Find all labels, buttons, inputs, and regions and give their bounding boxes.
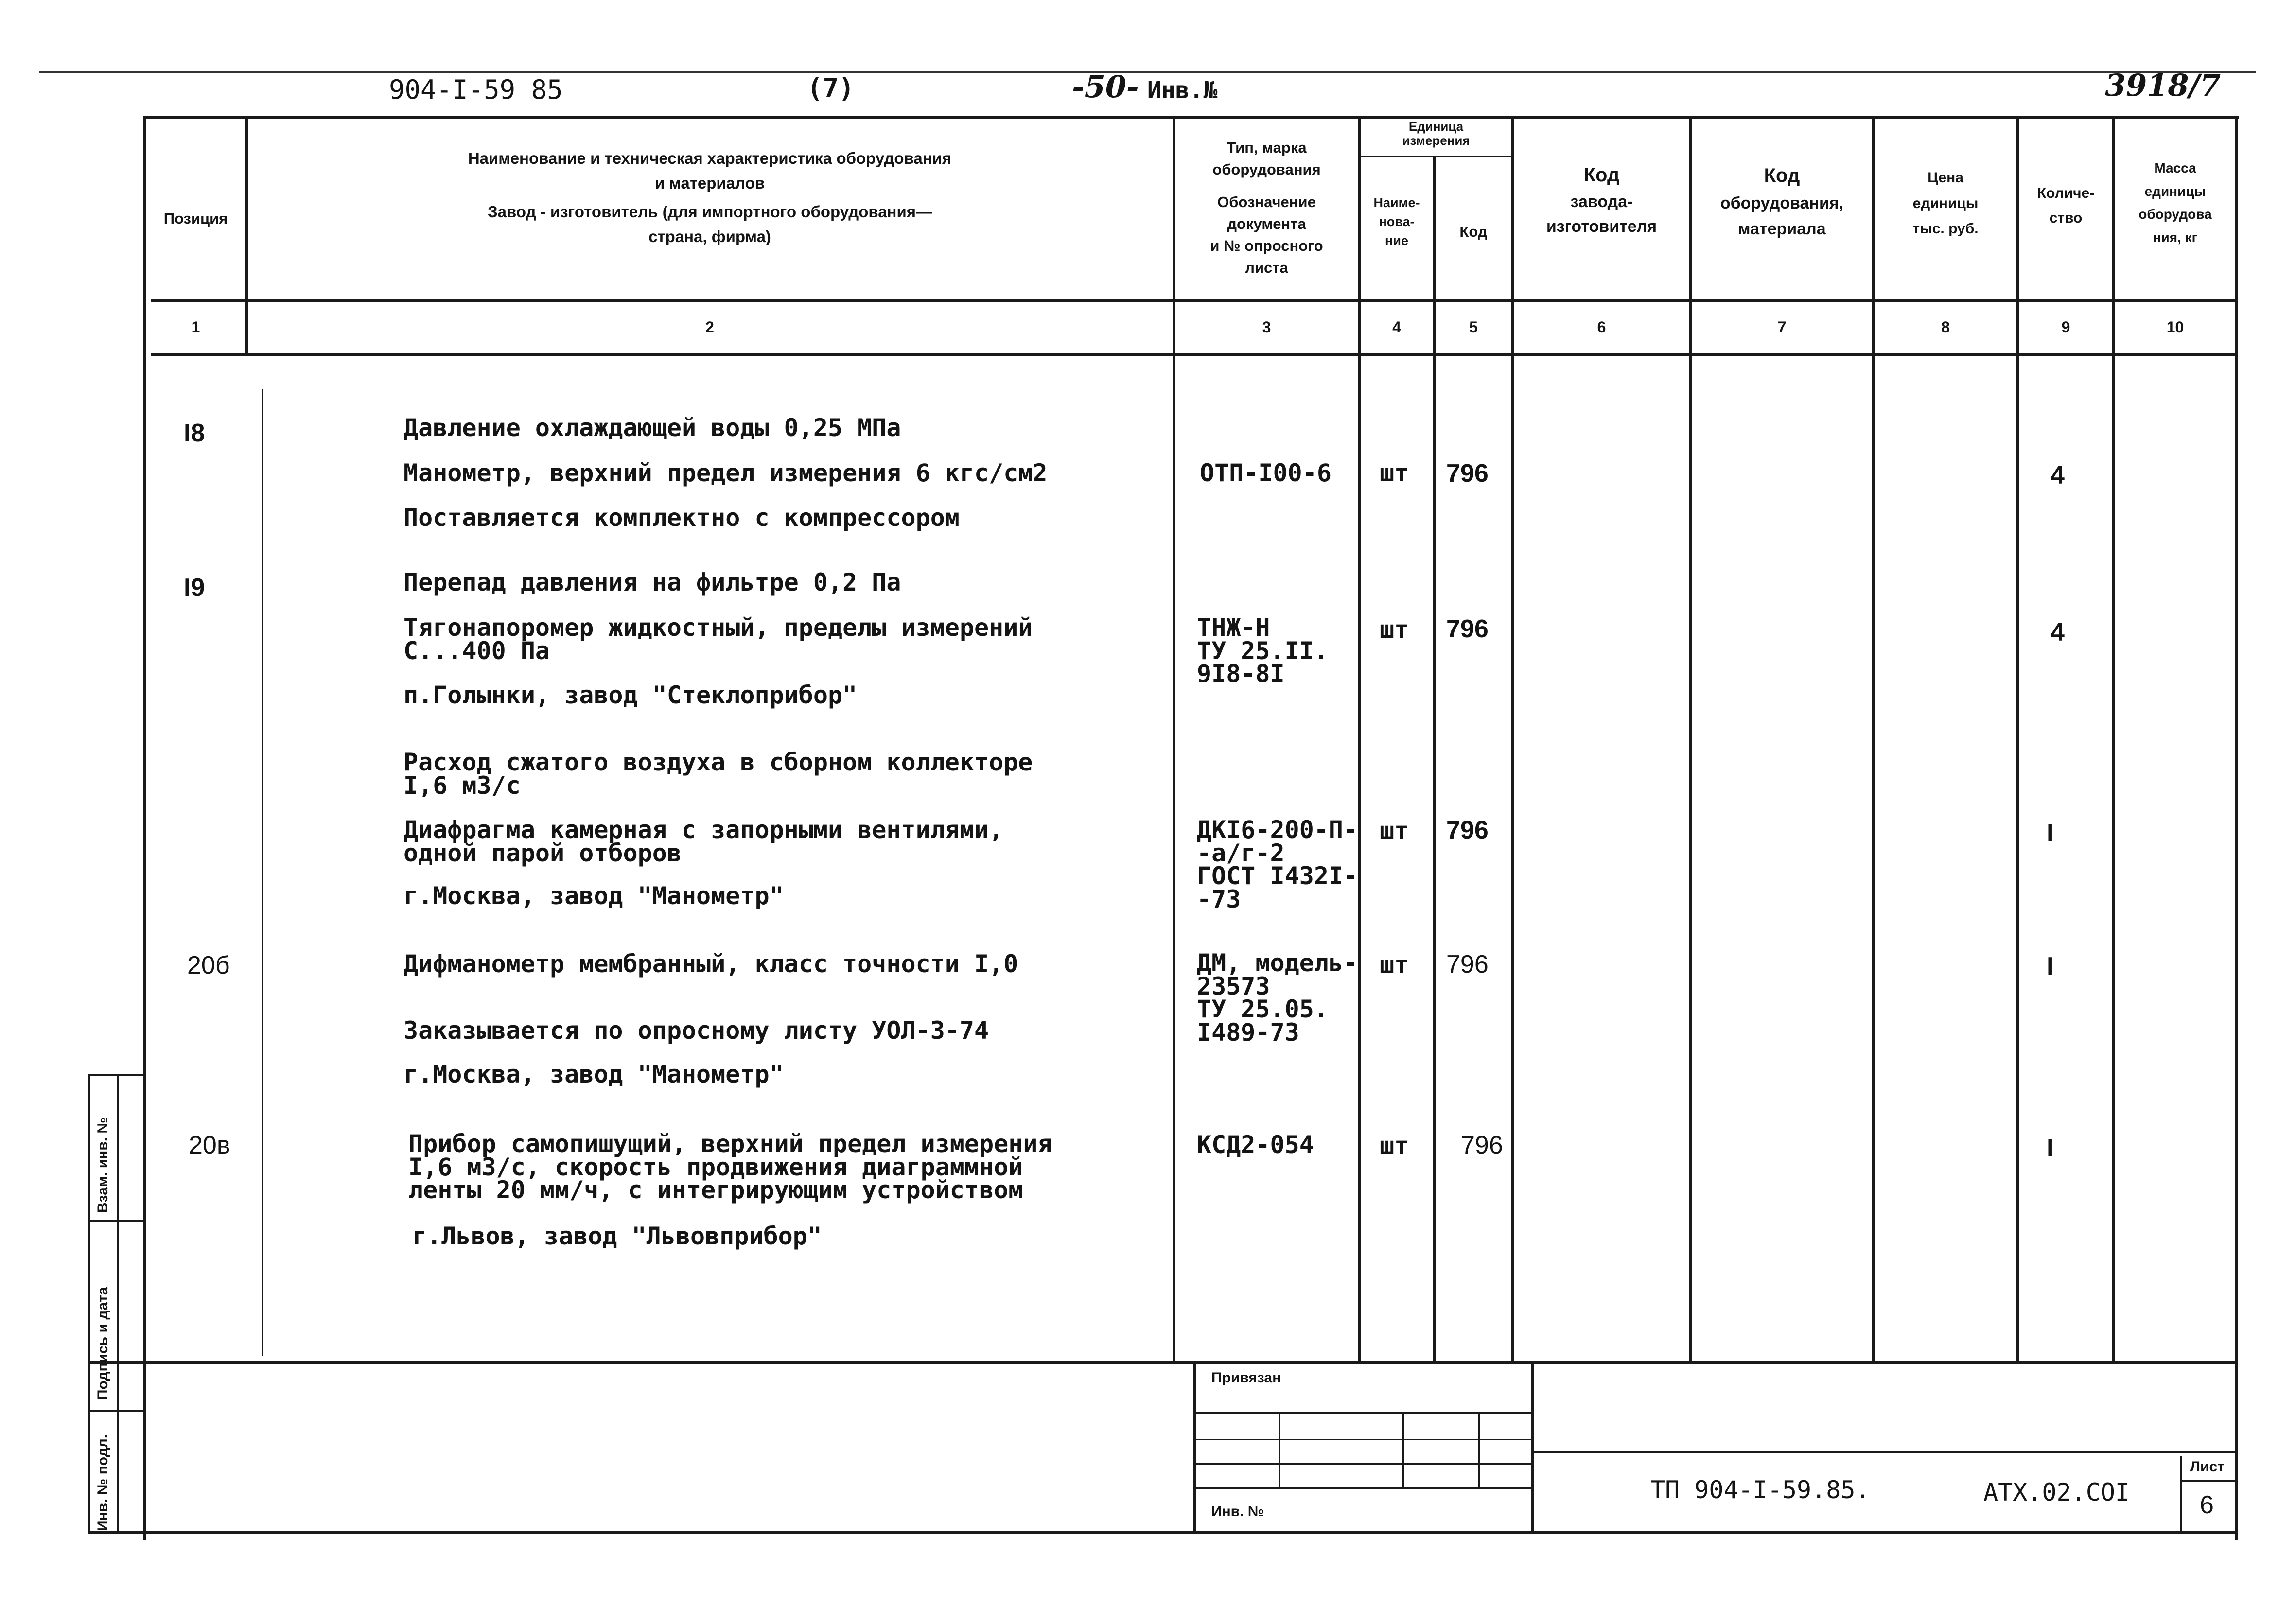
row20a-type1: ДКI6-200-П- [1197, 816, 1358, 844]
colnum-10: 10 [2166, 318, 2184, 336]
header-col4 [1360, 193, 1433, 250]
stamp-sheet-number: 6 [2200, 1491, 2214, 1519]
header-col3-bot2: документа [1227, 215, 1306, 232]
colnum-7: 7 [1777, 318, 1787, 336]
row19-type [1197, 613, 1329, 688]
row20b-qty: I [2047, 952, 2054, 980]
col-div-9 [2112, 116, 2115, 1363]
row20a-type4: -73 [1197, 885, 1241, 913]
colnum-2: 2 [705, 318, 714, 336]
numbers-bottom-line [151, 353, 2236, 356]
stamp-tp-code: ТП 904-I-59.85. [1650, 1476, 1870, 1504]
header-col10 [2115, 157, 2235, 249]
header-col6-line3: изготовителя [1546, 217, 1657, 236]
row20a-line2 [403, 816, 1004, 867]
header-col2 [248, 146, 1172, 249]
row20a-type3: ГОСТ I432I- [1197, 862, 1358, 890]
header-col9-line1: Количе- [2037, 185, 2095, 201]
row20v-line2: г.Львов, завод "Львовприбор" [412, 1222, 822, 1250]
header-col1: Позиция [163, 210, 228, 227]
doc-code: 904-I-59 85 [389, 74, 563, 105]
stamp-cell-line-4 [1196, 1487, 1531, 1489]
row20b-line1: Дифманометр мембранный, класс точности I,0 [403, 950, 1018, 978]
colnum-6: 6 [1597, 318, 1606, 336]
colnum-3: 3 [1262, 318, 1271, 336]
row18-unit: шт [1380, 459, 1409, 487]
row20b-code: 796 [1446, 950, 1489, 979]
side-label-signature-date: Подпись и дата [95, 1287, 111, 1400]
side-label-vzam-inv: Взам. инв. № [95, 1117, 111, 1213]
col-div-8 [2016, 116, 2019, 1363]
row18-line1: Давление охлаждающей воды 0,25 МПа [403, 414, 901, 442]
sheet-bottom-line [88, 1531, 2236, 1534]
row20a-line1b: I,6 м3/с [403, 771, 521, 800]
header-col7 [1692, 160, 1872, 242]
right-frame-line [2235, 116, 2238, 1540]
row20b-line3: г.Москва, завод "Манометр" [403, 1060, 784, 1088]
stamp-mid-line [1531, 1451, 2236, 1453]
row19-unit: шт [1380, 615, 1409, 644]
row18-qty: 4 [2051, 461, 2065, 489]
row19-line3: п.Голынки, завод "Стеклоприбор" [403, 681, 858, 709]
header-col8-line2: единицы [1912, 195, 1979, 211]
row20a-line2b: одной парой отборов [403, 839, 682, 867]
col-div-5 [1511, 116, 1514, 1363]
colnum-4: 4 [1392, 318, 1401, 336]
header-col9-line2: ство [2049, 210, 2083, 226]
header-col6-line1: Код [1583, 164, 1620, 186]
header-col10-line3: оборудова [2138, 207, 2212, 222]
row20v-code: 796 [1461, 1131, 1503, 1159]
stamp-privyazan: Привязан [1211, 1370, 1281, 1386]
row19-type3: 9I8-8I [1197, 660, 1285, 688]
colnum-5: 5 [1469, 318, 1478, 336]
row20v-position: 20в [189, 1131, 230, 1159]
row19-line1: Перепад давления на фильтре 0,2 Па [403, 568, 901, 596]
row20a-qty: I [2047, 819, 2054, 847]
row20b-line2: Заказывается по опросному листу УОЛ-3-74 [403, 1016, 989, 1045]
row20v-line1 [408, 1130, 1052, 1204]
row18-position: I8 [184, 419, 205, 447]
stamp-sheet-label: Лист [2190, 1459, 2225, 1475]
header-col7-line1: Код [1764, 165, 1800, 186]
header-col10-line2: единицы [2144, 183, 2206, 199]
sheet-box-line [2180, 1480, 2236, 1482]
col-div-7 [1872, 116, 1875, 1363]
header-unit-line2: измерения [1402, 133, 1470, 148]
header-col3 [1175, 137, 1358, 279]
row20v-unit: шт [1380, 1132, 1409, 1160]
header-col2-line4: страна, фирма) [648, 227, 771, 246]
stamp-inv-no: Инв. № [1211, 1503, 1264, 1520]
col-div-3 [1358, 116, 1361, 1363]
header-col3-bot1: Обозначение [1217, 193, 1316, 210]
side-label-inv-podl: Инв. № подл. [95, 1434, 111, 1531]
stamp-div-2 [1531, 1361, 1534, 1534]
side-strip-top [88, 1074, 146, 1076]
header-col3-bot3: и № опросного [1210, 237, 1323, 254]
header-col6-line2: завода- [1570, 192, 1633, 211]
stamp-doc-mark: АТХ.02.COI [1983, 1478, 2130, 1506]
row20a-line1a: Расход сжатого воздуха в сборном коллекторе [403, 748, 1033, 776]
header-col4-line2: нова- [1379, 214, 1415, 229]
top-dash-line [39, 71, 2256, 73]
header-col3-top1: Тип, марка [1227, 139, 1307, 156]
row19-position: I9 [184, 574, 205, 602]
header-col8 [1875, 165, 2016, 242]
stamp-cell-line-1 [1196, 1412, 1531, 1414]
row19-qty: 4 [2051, 618, 2065, 647]
row20a-line2a: Диафрагма камерная с запорными вентилями, [403, 816, 1004, 844]
colnum-1: 1 [191, 318, 200, 336]
table-top-line [143, 116, 2239, 119]
row19-type1: ТНЖ-Н [1197, 613, 1270, 642]
header-col7-line3: материала [1738, 219, 1826, 238]
archive-number: 3918/7 [2105, 68, 2221, 103]
row18-type: ОТП-I00-6 [1200, 459, 1332, 487]
sheet-box-left [2180, 1456, 2182, 1534]
row20b-unit: шт [1380, 951, 1409, 979]
colnum-8: 8 [1941, 318, 1950, 336]
header-bottom-line [151, 299, 2236, 302]
header-col2-line1: Наименование и техническая характеристика оборудования [468, 149, 952, 167]
header-col10-line1: Масса [2154, 160, 2196, 175]
stamp-cell-v-1 [1279, 1412, 1280, 1487]
row20a-unit: шт [1380, 817, 1409, 845]
row19-type2: ТУ 25.II. [1197, 636, 1329, 665]
col-div-4 [1433, 156, 1436, 1363]
header-unit-line1: Единица [1408, 119, 1464, 134]
unit-header-line [1358, 156, 1514, 157]
row20a-type [1197, 816, 1358, 913]
row18-line3: Поставляется комплектно с компрессором [403, 504, 960, 532]
header-col9 [2019, 181, 2112, 230]
stamp-cell-line-3 [1196, 1463, 1531, 1465]
row19-line2a: Тягонапоромер жидкостный, пределы измерений [403, 613, 1033, 642]
row20b-type3: ТУ 25.05. [1197, 995, 1329, 1023]
row20v-type: КСД2-054 [1197, 1131, 1314, 1159]
header-col2-line2: и материалов [654, 174, 765, 192]
header-col8-line3: тыс. руб. [1912, 221, 1979, 237]
col-div-2 [1173, 116, 1175, 1363]
row18-line2: Манометр, верхний предел измерения 6 кгс/см2 [403, 459, 1048, 487]
header-col3-top2: оборудования [1212, 160, 1321, 178]
header-col6 [1514, 160, 1689, 239]
header-col10-line4: ния, кг [2153, 229, 2198, 245]
header-col4-line1: Наиме- [1373, 195, 1420, 210]
row19-code: 796 [1446, 615, 1489, 643]
header-col4-line3: ние [1385, 233, 1408, 248]
row19-line2 [403, 613, 1033, 665]
stamp-top-line [88, 1361, 2236, 1364]
stamp-cell-v-3 [1478, 1412, 1480, 1487]
row20b-type4: I489-73 [1197, 1018, 1299, 1047]
row20a-line3: г.Москва, завод "Манометр" [403, 882, 784, 910]
row20b-type [1197, 949, 1358, 1047]
stamp-div-1 [1193, 1361, 1196, 1534]
side-strip-mid [117, 1074, 119, 1534]
side-strip-div1 [88, 1220, 146, 1222]
album-number: (7) [807, 73, 855, 104]
header-col8-line1: Цена [1928, 170, 1963, 186]
row20a-type2: -а/г-2 [1197, 839, 1285, 867]
row20v-qty: I [2047, 1134, 2054, 1162]
row18-code: 796 [1446, 459, 1489, 488]
inv-label: Инв.№ [1147, 77, 1218, 104]
header-col2-line3: Завод - изготовитель (для импортного оборудования— [487, 203, 932, 221]
header-col7-line2: оборудования, [1720, 194, 1844, 212]
colnum-9: 9 [2061, 318, 2070, 336]
row19-line2b: С...400 Па [403, 636, 550, 665]
page-mark: -50- [1072, 69, 1139, 105]
side-strip-div2 [88, 1410, 146, 1412]
stamp-cell-line-2 [1196, 1439, 1531, 1440]
col-div-1-body [262, 389, 263, 1356]
row20b-type1: ДМ, модель- [1197, 949, 1358, 977]
row20b-type2: 23573 [1197, 972, 1270, 1000]
col-div-6 [1689, 116, 1692, 1363]
header-unit [1360, 120, 1512, 147]
side-strip-left [88, 1074, 90, 1534]
stamp-cell-v-2 [1402, 1412, 1404, 1487]
row20a-code: 796 [1446, 816, 1489, 844]
header-col5: Код [1459, 223, 1488, 240]
header-col3-bot4: листа [1245, 259, 1288, 276]
row20v-line1a: Прибор самопишущий, верхний предел измерения [408, 1130, 1052, 1158]
row20a-line1 [403, 748, 1033, 800]
row20b-position: 20б [187, 951, 230, 979]
row20v-line1b: I,6 м3/с, скорость продвижения диаграммной [408, 1153, 1023, 1181]
row20v-line1c: ленты 20 мм/ч, с интегрирующим устройством [408, 1176, 1023, 1204]
